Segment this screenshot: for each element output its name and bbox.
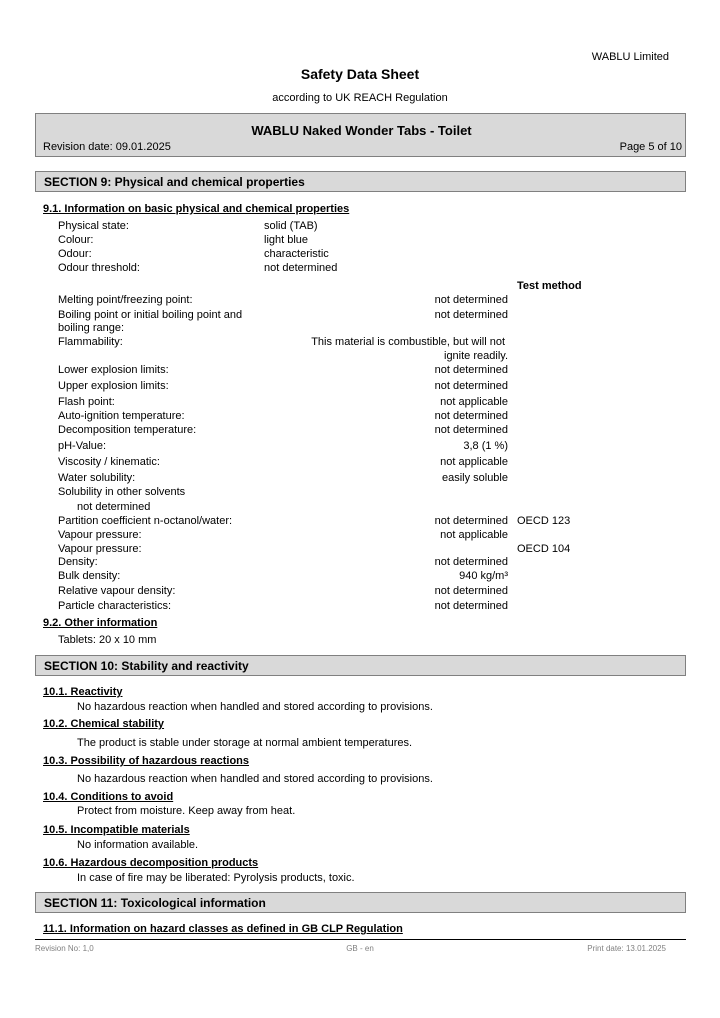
property-value: not determined (434, 556, 508, 568)
subsection-9-1-heading: 9.1. Information on basic physical and chemical properties (43, 203, 350, 215)
property-value: characteristic (264, 248, 329, 260)
footer-language: GB - en (346, 944, 374, 953)
property-label: Physical state: (58, 220, 129, 232)
property-value: not determined (434, 410, 508, 422)
revision-date: Revision date: 09.01.2025 (43, 141, 171, 153)
property-label: Boiling point or initial boiling point and (58, 309, 243, 321)
test-method-value: OECD 123 (517, 515, 571, 527)
section-10-title: SECTION 10: Stability and reactivity (44, 659, 249, 673)
regulation-text: according to UK REACH Regulation (272, 92, 448, 104)
footer-print-date: Print date: 13.01.2025 (587, 944, 666, 953)
property-value: This material is combustible, but will not (311, 336, 505, 348)
subsection-9-2-heading: 9.2. Other information (43, 617, 158, 629)
property-label: Density: (58, 556, 98, 568)
property-value: light blue (264, 234, 309, 246)
property-label: Particle characteristics: (58, 600, 172, 612)
property-value: not determined (434, 600, 508, 612)
footer-divider (35, 939, 686, 940)
property-value: not applicable (440, 529, 508, 541)
property-label: Odour: (58, 248, 92, 260)
test-method-header: Test method (517, 280, 582, 292)
other-information-text: Tablets: 20 x 10 mm (58, 634, 157, 646)
property-label: Flash point: (58, 396, 115, 408)
test-method-value: OECD 104 (517, 543, 571, 555)
property-label: Flammability: (58, 336, 123, 348)
property-value: ignite readily. (444, 350, 508, 362)
property-value: not applicable (440, 396, 508, 408)
property-label: Odour threshold: (58, 262, 140, 274)
subsection-text: No information available. (77, 839, 199, 851)
property-label: Vapour pressure: (58, 529, 142, 541)
subsection-heading: 10.5. Incompatible materials (43, 824, 190, 836)
property-value: not determined (434, 585, 508, 597)
property-label: Viscosity / kinematic: (58, 456, 160, 468)
property-label: boiling range: (58, 322, 125, 334)
section-9-header (35, 171, 686, 192)
company-name: WABLU Limited (591, 51, 669, 63)
property-value: 940 kg/m³ (459, 570, 508, 582)
section-10-header (35, 655, 686, 676)
property-value: not determined (434, 309, 508, 321)
property-value: not determined (434, 424, 508, 436)
property-value: easily soluble (441, 472, 508, 484)
product-header-box (35, 113, 686, 157)
property-label: Relative vapour density: (58, 585, 176, 597)
page-number: Page 5 of 10 (619, 141, 682, 153)
property-label: Bulk density: (58, 570, 121, 582)
subsection-heading: 10.2. Chemical stability (43, 718, 165, 730)
property-label: Colour: (58, 234, 94, 246)
property-value: not determined (434, 294, 508, 306)
property-label: Upper explosion limits: (58, 380, 169, 392)
subsection-heading: 10.3. Possibility of hazardous reactions (43, 755, 250, 767)
property-label: Vapour pressure: (58, 543, 142, 555)
property-label: Decomposition temperature: (58, 424, 197, 436)
property-value: not determined (264, 262, 338, 274)
document-title: Safety Data Sheet (300, 66, 420, 82)
section-11-header (35, 892, 686, 913)
property-value: not determined (77, 501, 151, 513)
property-label: Solubility in other solvents (58, 486, 186, 498)
property-label: Partition coefficient n-octanol/water: (58, 515, 233, 527)
section-9-title: SECTION 9: Physical and chemical properties (44, 175, 305, 189)
subsection-text: No hazardous reaction when handled and stored according to provisions. (77, 701, 433, 713)
property-label: Auto-ignition temperature: (58, 410, 185, 422)
subsection-heading: 10.6. Hazardous decomposition products (43, 857, 259, 869)
property-label: pH-Value: (58, 440, 107, 452)
subsection-heading: 10.1. Reactivity (43, 686, 123, 698)
subsection-text: In case of fire may be liberated: Pyrolysis products, toxic. (77, 872, 355, 884)
property-value: solid (TAB) (264, 220, 318, 232)
subsection-text: The product is stable under storage at normal ambient temperatures. (77, 737, 413, 749)
subsection-text: No hazardous reaction when handled and stored according to provisions. (77, 773, 433, 785)
property-value: not determined (434, 515, 508, 527)
property-label: Melting point/freezing point: (58, 294, 193, 306)
subsection-heading: 10.4. Conditions to avoid (43, 791, 174, 803)
property-value: 3,8 (1 %) (463, 440, 508, 452)
property-label: Lower explosion limits: (58, 364, 169, 376)
product-name: WABLU Naked Wonder Tabs - Toilet (251, 123, 472, 138)
property-value: not applicable (440, 456, 508, 468)
property-value: not determined (434, 380, 508, 392)
subsection-text: Protect from moisture. Keep away from heat. (77, 805, 296, 817)
section-11-title: SECTION 11: Toxicological information (44, 896, 266, 910)
property-value: not determined (434, 364, 508, 376)
property-label: Water solubility: (58, 472, 136, 484)
subsection-11-1-heading: 11.1. Information on hazard classes as defined in GB CLP Regulation (43, 923, 403, 935)
footer-revision: Revision No: 1,0 (35, 944, 94, 953)
